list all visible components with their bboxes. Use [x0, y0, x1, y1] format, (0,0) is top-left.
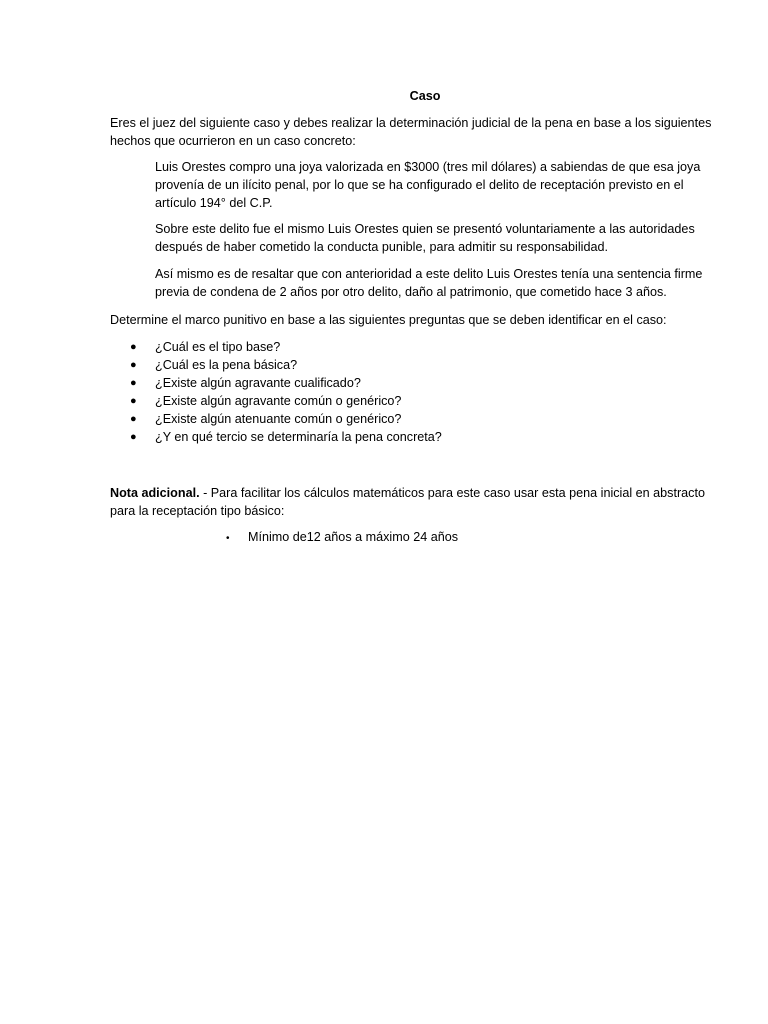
- question-text: ¿Existe algún agravante común o genérico?: [155, 394, 402, 408]
- question-text: ¿Existe algún agravante cualificado?: [155, 376, 361, 390]
- fact-line: después de haber cometido la conducta punible, para admitir su responsabilidad.: [155, 240, 608, 254]
- question-text: ¿Cuál es la pena básica?: [155, 358, 298, 372]
- intro-line: hechos que ocurrieron en un caso concreto:: [110, 134, 356, 148]
- list-item: [130, 338, 442, 356]
- fact-paragraph-prior-sentence: [155, 265, 702, 301]
- fact-line: Así mismo es de resaltar que con anterioridad a este delito Luis Orestes tenía una sentencia firme: [155, 267, 703, 281]
- fact-line: Sobre este delito fue el mismo Luis Orestes quien se presentó voluntariamente a las autoridades: [155, 222, 695, 236]
- bullet-icon: •: [226, 533, 230, 544]
- bullet-icon: ●: [130, 395, 137, 407]
- penalty-range-item: [226, 528, 458, 548]
- fact-line: artículo 194° del C.P.: [155, 196, 273, 210]
- bullet-icon: ●: [130, 341, 137, 353]
- bullet-icon: ●: [130, 413, 137, 425]
- note-text: - Para facilitar los cálculos matemáticos para este caso usar esta pena inicial en abstracto: [199, 486, 705, 500]
- fact-paragraph-confession: [155, 220, 695, 256]
- list-item: [130, 392, 442, 410]
- fact-line: provenía de un ilícito penal, por lo que se ha configurado el delito de receptación previsto en el: [155, 178, 684, 192]
- intro-paragraph: [110, 114, 711, 150]
- bullet-icon: ●: [130, 359, 137, 371]
- note-label: Nota adicional.: [110, 486, 200, 500]
- note-line: para la receptación tipo básico:: [110, 504, 285, 518]
- question-text: ¿Existe algún atenuante común o genérico?: [155, 412, 402, 426]
- list-item: [130, 374, 442, 392]
- question-text: ¿Cuál es el tipo base?: [155, 340, 281, 354]
- note-line: [110, 484, 705, 502]
- fact-line: previa de condena de 2 años por otro delito, daño al patrimonio, que cometido hace 3 años.: [155, 285, 667, 299]
- list-item: [130, 428, 442, 446]
- list-item: [130, 356, 442, 374]
- bullet-icon: ●: [130, 377, 137, 389]
- penalty-range-text: Mínimo de12 años a máximo 24 años: [248, 530, 459, 544]
- intro-line: Eres el juez del siguiente caso y debes realizar la determinación judicial de la pena en base a los siguientes: [110, 116, 712, 130]
- additional-note: [110, 484, 705, 520]
- question-text: ¿Y en qué tercio se determinaría la pena concreta?: [155, 430, 442, 444]
- bullet-icon: ●: [130, 431, 137, 443]
- instruction-text: Determine el marco punitivo en base a las siguientes preguntas que se deben identificar en el caso:: [110, 313, 667, 327]
- questions-list: [130, 338, 442, 446]
- list-item: [130, 410, 442, 428]
- document-title: Caso: [409, 89, 441, 103]
- fact-paragraph-purchase: [155, 158, 700, 212]
- fact-line: Luis Orestes compro una joya valorizada en $3000 (tres mil dólares) a sabiendas de que esa joya: [155, 160, 701, 174]
